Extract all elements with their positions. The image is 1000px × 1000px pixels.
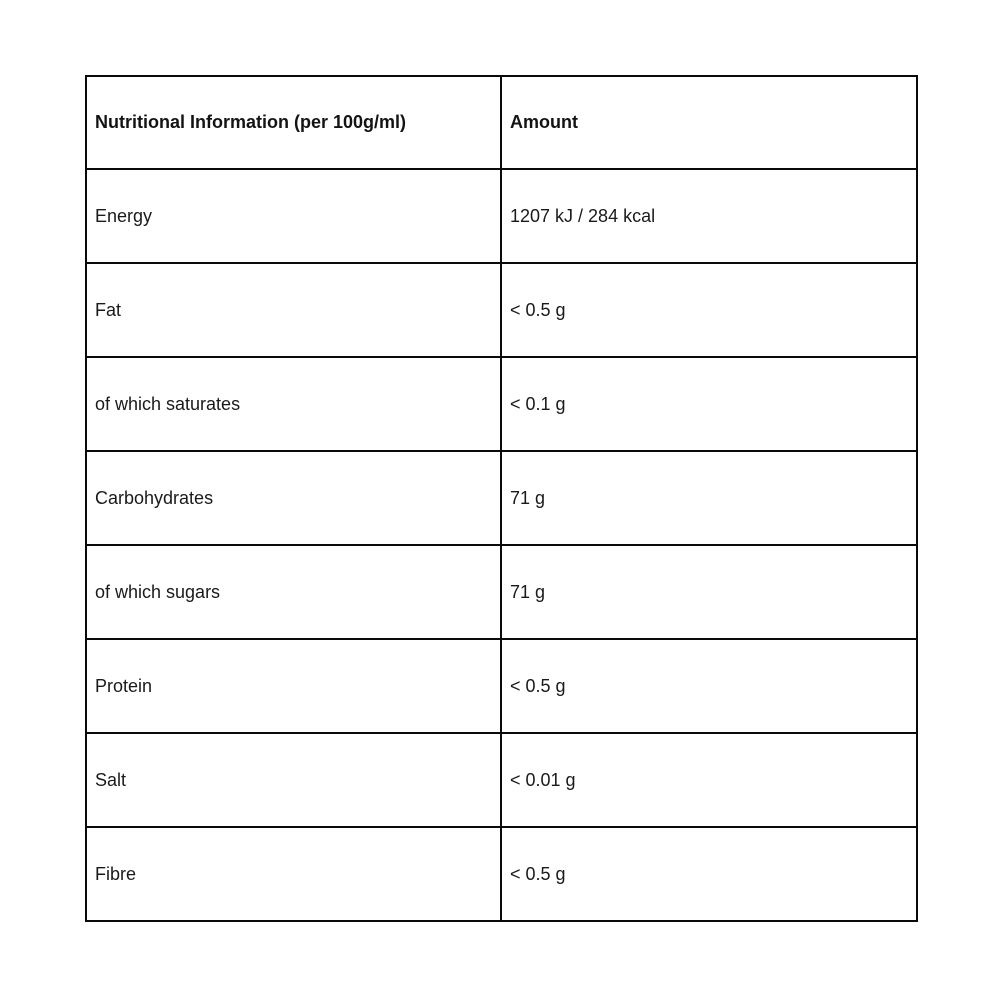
nutrient-cell: Protein (86, 639, 501, 733)
nutrient-cell: Energy (86, 169, 501, 263)
nutrient-cell: of which sugars (86, 545, 501, 639)
table-row (86, 639, 917, 733)
table-row (86, 169, 917, 263)
amount-cell: 71 g (501, 451, 917, 545)
nutrient-column-header: Nutritional Information (per 100g/ml) (86, 76, 501, 169)
table-body (86, 169, 917, 921)
nutrient-cell: Fibre (86, 827, 501, 921)
nutrition-table (85, 75, 918, 922)
table-row (86, 451, 917, 545)
amount-cell: < 0.5 g (501, 263, 917, 357)
nutrient-cell: of which saturates (86, 357, 501, 451)
amount-cell: < 0.1 g (501, 357, 917, 451)
table-row (86, 733, 917, 827)
table-row (86, 263, 917, 357)
amount-cell: 1207 kJ / 284 kcal (501, 169, 917, 263)
amount-cell: < 0.01 g (501, 733, 917, 827)
table-row (86, 827, 917, 921)
table-row (86, 545, 917, 639)
header-row (86, 76, 917, 169)
amount-column-header: Amount (501, 76, 917, 169)
nutrient-cell: Salt (86, 733, 501, 827)
table-row (86, 357, 917, 451)
nutrient-cell: Fat (86, 263, 501, 357)
amount-cell: 71 g (501, 545, 917, 639)
amount-cell: < 0.5 g (501, 827, 917, 921)
nutrient-cell: Carbohydrates (86, 451, 501, 545)
amount-cell: < 0.5 g (501, 639, 917, 733)
